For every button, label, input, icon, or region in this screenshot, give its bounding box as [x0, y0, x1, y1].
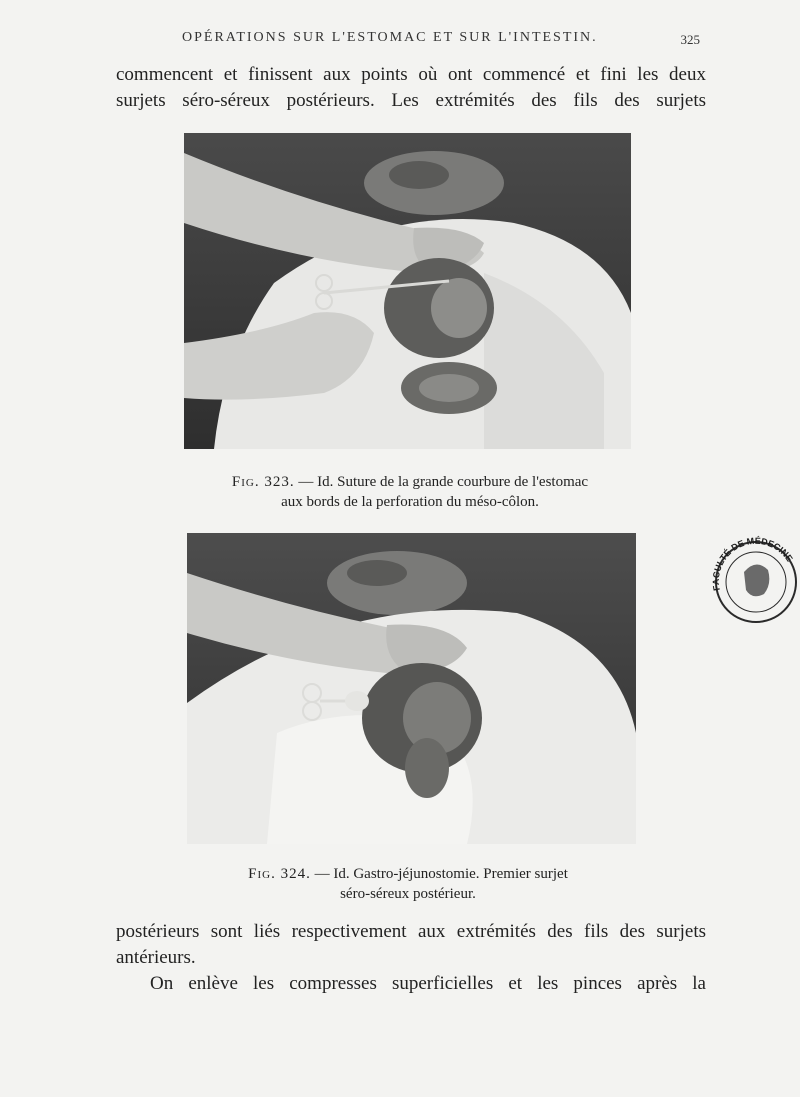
top-paragraph	[116, 62, 706, 114]
caption-text: — Id. Gastro-jéjunostomie. Premier surjet	[310, 866, 568, 882]
figure-323-caption	[130, 472, 690, 512]
surgery-photo-illustration	[184, 133, 631, 449]
figure-label: Fig. 324.	[248, 866, 311, 882]
text-line: antérieurs.	[116, 947, 196, 968]
running-title: OPÉRATIONS SUR L'ESTOMAC ET SUR L'INTESTIN.	[182, 30, 598, 45]
text-line: On enlève les compresses superficielles et les pinces après la	[150, 973, 706, 994]
library-stamp	[706, 510, 800, 660]
caption-text: — Id. Suture de la grande courbure de l'estomac	[294, 474, 589, 490]
surgery-photo-illustration	[187, 533, 636, 844]
figure-324-photo	[187, 533, 636, 844]
page-number: 325	[680, 32, 700, 47]
caption-text: séro-séreux postérieur.	[340, 886, 476, 902]
figure-324-caption	[128, 864, 688, 904]
text-line: postérieurs sont liés respectivement aux extrémités des fils des surjets	[116, 921, 706, 942]
text-line: surjets séro-séreux postérieurs. Les extrémités des fils des surjets	[116, 90, 706, 111]
caption-text: aux bords de la perforation du méso-côlon.	[281, 494, 539, 510]
figure-label: Fig. 323.	[231, 474, 295, 490]
bottom-paragraph	[116, 919, 706, 997]
figure-323-photo	[184, 133, 631, 449]
portrait-medallion-icon	[744, 564, 769, 596]
stamp-text: FACULTÉ DE MÉDECINE	[710, 535, 795, 592]
text-line: commencent et finissent aux points où ont commencé et fini les deux	[116, 64, 706, 85]
